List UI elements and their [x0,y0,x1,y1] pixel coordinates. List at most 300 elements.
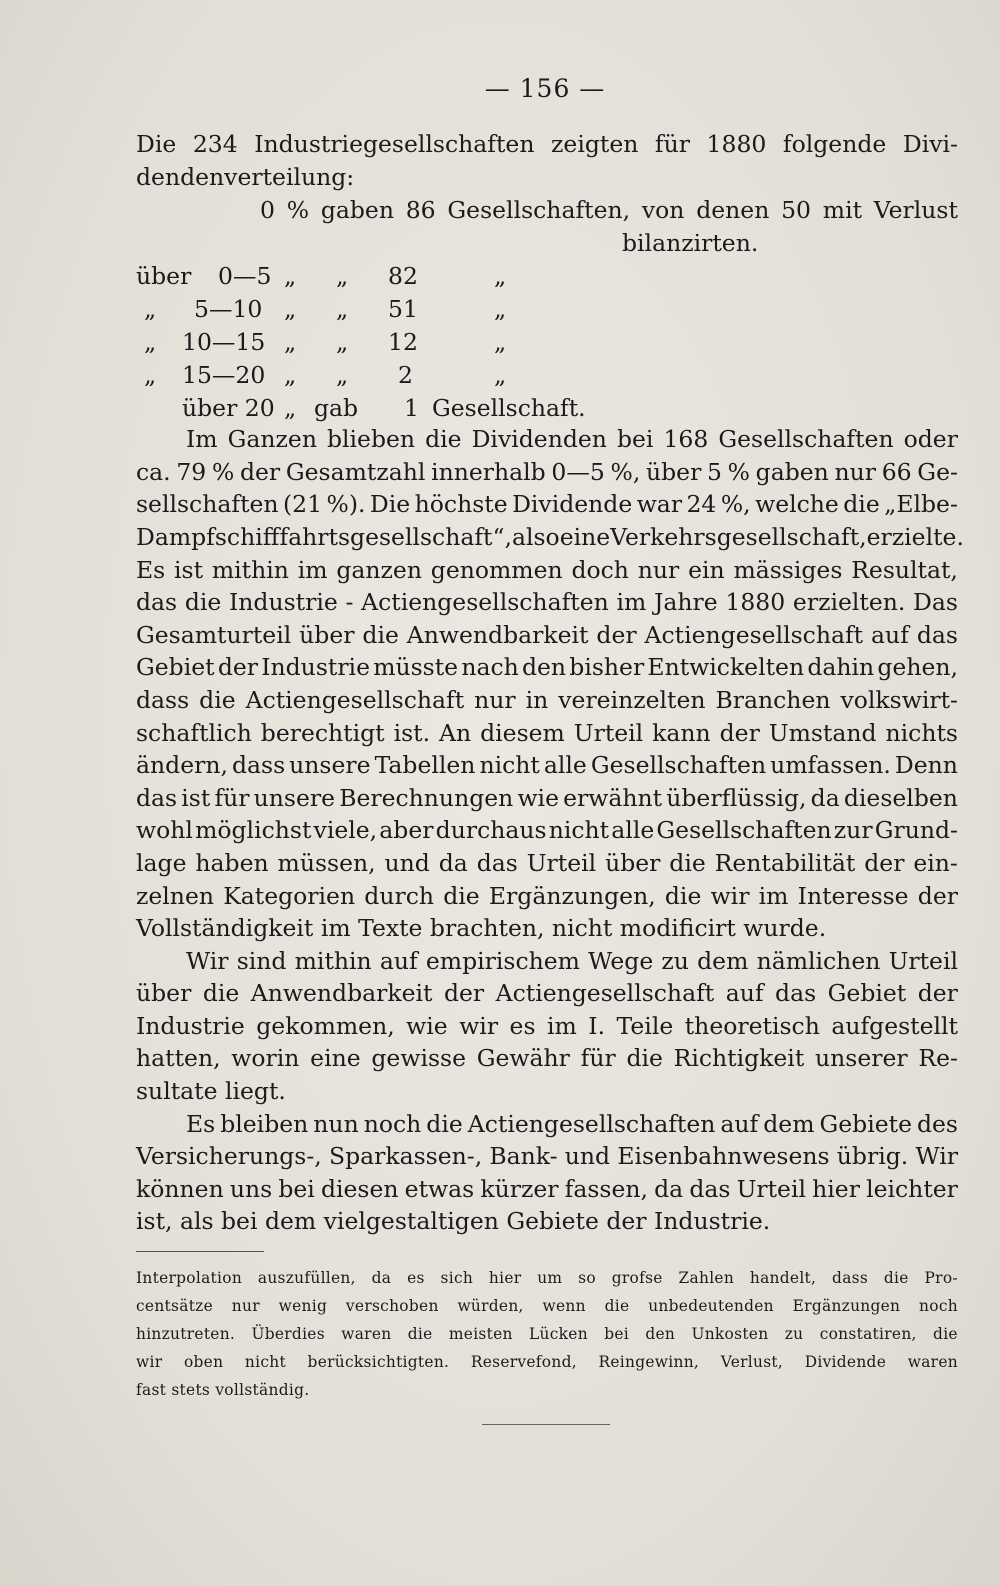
word: Rentabilität [714,848,856,877]
word: Es [186,1109,216,1138]
word: im [547,1011,577,1040]
text-line: dendenverteilung: [136,162,355,191]
word: Reservefond, [470,1353,577,1371]
word: mässiges [733,555,843,584]
word: Teile [616,1011,674,1040]
word: mit [822,196,863,225]
word: % [286,196,310,225]
word: dahin [807,653,875,682]
word: alle [543,751,587,780]
word: Lücken [529,1325,588,1343]
word: verschoben [345,1297,439,1315]
row-prefix: „ [144,361,157,390]
word: ist [181,783,211,812]
row-range: 10—15 [182,328,266,357]
word: Es [136,555,166,584]
word: diesen [320,1174,399,1203]
word: nicht [479,751,540,780]
word: berechtigt [260,718,385,747]
word: würden, [457,1297,524,1315]
word: uns [229,1174,273,1203]
word: 234 [192,130,238,158]
word: gekommen, [256,1011,395,1040]
text-line [136,880,958,913]
table-first-line [260,194,958,226]
word: unsere [253,783,336,812]
word: Gewähr [476,1044,570,1073]
word: erzielten. [792,588,906,617]
ditto-mark: „ [284,328,297,357]
word: lage [136,848,187,877]
word: zu [784,1325,804,1343]
word: der [239,457,281,486]
word: in [525,685,549,714]
word: 50 [781,196,812,225]
word: volkswirt- [840,685,958,714]
word: alle [611,816,655,845]
word: die [202,979,240,1008]
word: die [626,1044,663,1073]
row-count: 51 [388,295,418,324]
text-line [136,619,958,652]
word: umfassen. [770,751,891,780]
word: Urteil [573,718,644,747]
word: Anwendbarkeit [406,620,589,649]
word: dem [697,946,749,975]
word: 86 [405,196,436,225]
word: wir [459,1011,499,1040]
word: über [645,457,702,486]
word: welche [755,490,839,519]
word: unserer [815,1044,908,1073]
word: oben [183,1353,224,1371]
word: grofse [611,1269,663,1287]
word: aufgestellt [831,1011,958,1040]
word: Gesellschaften [590,751,767,780]
word: berücksichtigten. [307,1353,450,1371]
word: nun [313,1109,359,1138]
word: 1880 [706,130,767,158]
word: von [641,196,685,225]
word: da [654,1174,684,1203]
word: 24 [686,490,717,519]
word: die [443,881,480,910]
word: ein [688,555,725,584]
word: Wege [588,946,654,975]
word: das [136,588,178,617]
word: hatten, [136,1044,221,1073]
word: Dividende [804,1353,887,1371]
text-line [136,847,958,880]
word: möglichst [195,816,312,845]
word: (21 [283,490,323,519]
word: Grund- [874,816,958,845]
word: ca. [136,457,171,486]
word: die [664,881,702,910]
word: den [521,653,567,682]
word: hinzutreten. [136,1325,236,1343]
word: Resultat, [851,555,958,584]
word: Gesamtzahl [285,457,426,486]
row-count: 82 [388,262,418,291]
word: Überdies [251,1325,325,1343]
word: ein- [913,848,958,877]
word: bei [604,1325,630,1343]
word: das [136,783,178,812]
word: Divi- [902,130,958,158]
ditto-mark: „ [284,361,297,390]
word: können [136,1174,224,1203]
ditto-mark: „ [284,394,297,423]
word: Pro- [924,1269,958,1287]
word: Ganzen [227,425,317,454]
word: zelnen [136,881,214,910]
word: Gesamturteil [136,620,292,649]
word: Urteil [888,946,958,975]
word: Urteil [736,1174,806,1203]
word: 1880 [725,588,786,617]
word: Urteil [526,848,597,877]
word: wir [710,881,750,910]
word: Die [369,490,411,519]
word: sellschaften [136,490,279,519]
word: Richtigkeit [673,1044,805,1073]
word: %, [720,490,751,519]
word: im [758,881,789,910]
word: müsste [373,653,459,682]
word: bleiben [220,1109,309,1138]
word: die [883,1269,909,1287]
word: leichter [866,1174,958,1203]
row-count: 2 [398,361,413,390]
word: waren [907,1353,958,1371]
word: Tabellen [374,751,476,780]
word: nämlichen [756,946,881,975]
word: im [616,588,647,617]
word: theoretisch [684,1011,820,1040]
word: centsätze [136,1297,214,1315]
word: handelt, [749,1269,817,1287]
footnote-line [136,1320,958,1348]
paragraph [136,1108,958,1238]
word: mithin [211,555,289,584]
bottom-rule [482,1424,610,1425]
word: innerhalb [431,457,546,486]
text-line [136,977,958,1010]
word: die [426,1109,463,1138]
table-first-line-cont: bilanzirten. [622,229,759,258]
word: Actiengesellschaft [495,979,715,1008]
word: die [199,685,236,714]
word: die [843,490,880,519]
word: mithin [294,946,372,975]
word: über [605,848,661,877]
word: die [407,1325,433,1343]
word: Berechnungen [339,783,514,812]
word: empirischem [425,946,580,975]
word: Re- [918,1044,958,1073]
word: Jahre [653,588,718,617]
word: das [916,620,958,649]
word: im [297,555,328,584]
text-line [136,651,958,684]
word: höchste [414,490,508,519]
word: Industrie [261,653,370,682]
text-line: Vollständigkeit im Texte brachten, nicht modificirt wurde. [136,914,827,943]
ditto-mark: „ [284,262,297,291]
word: der [917,979,958,1008]
word: da [371,1269,392,1287]
word: auf [725,979,764,1008]
word: Actiengesellschaft [245,685,465,714]
text-line [136,1042,958,1075]
footnote-separator [136,1251,264,1252]
word: Actiengesellschaften [361,588,609,617]
text-line [136,814,958,847]
word: %). [326,490,366,519]
word: um [537,1269,563,1287]
word: Industrie [136,1011,245,1040]
word: noch [919,1297,958,1315]
word: Ge- [917,457,958,486]
text-line: sultate liegt. [136,1077,286,1106]
word: es [407,1269,425,1287]
word: waren [341,1325,392,1343]
word: Denn [894,751,958,780]
word: Verlust, [720,1353,784,1371]
word: eine [559,522,611,551]
word: das [689,1174,731,1203]
word: denen [696,196,770,225]
ditto-mark: „ [494,262,507,291]
word: Industriegesellschaften [254,130,535,158]
word: hier [488,1269,522,1287]
word: Die [136,130,177,158]
word: auszufüllen, [257,1269,356,1287]
word: Wir [186,946,229,975]
word: 5 [707,457,722,486]
word: der [719,718,760,747]
word: der [217,653,258,682]
row-prefix: über [136,262,192,291]
row-range: 5—10 [194,295,263,324]
word: nur [474,685,516,714]
word: gaben [320,196,394,225]
footnote-line: fast stets vollständig. [136,1381,310,1399]
word: also [511,522,560,551]
word: durchaus [435,816,547,845]
word: wohl [136,816,193,845]
word: die [425,425,462,454]
word: der [596,620,637,649]
word: für [214,783,250,812]
word: 0—5 [551,457,605,486]
word: für [580,1044,616,1073]
word: gehen, [877,653,958,682]
word: ganzen [336,555,422,584]
word: Eisenbahnwesens [617,1142,830,1171]
word: dass [832,1269,869,1287]
word: nach [461,653,519,682]
word: kann [652,718,711,747]
word: etwas [404,1174,475,1203]
row-range: 15—20 [182,361,266,390]
text-line [136,423,958,456]
word: nur [834,457,877,486]
word: viele, [313,816,378,845]
word: sich [440,1269,474,1287]
page-number: — 156 — [484,74,606,103]
word: der [864,848,905,877]
word: dieselben [843,783,958,812]
word: Industrie [229,588,338,617]
word: Ergänzungen, [488,881,656,910]
word: 79 [176,457,207,486]
word: die [669,848,706,877]
word: die [184,588,222,617]
footnote-line [136,1264,958,1292]
ditto-mark: „ [494,295,507,324]
word: überflüssig, [666,783,807,812]
word: da [810,783,840,812]
word: Verlust [873,196,958,225]
word: Actiengesellschaften [467,1109,716,1138]
word: über [136,979,192,1008]
word: nicht [244,1353,286,1371]
word: Unkosten [691,1325,769,1343]
word: war [636,490,683,519]
word: das [476,848,518,877]
text-line [136,521,964,554]
word: ist. [393,718,431,747]
text-line [136,749,958,782]
ditto-mark: „ [284,295,297,324]
word: da [438,848,468,877]
row-range: über 20 [182,394,275,423]
word: schaftlich [136,718,252,747]
ditto-mark: „ [336,328,349,357]
word: %, [610,457,641,486]
text-line [136,782,958,815]
word: des [916,1109,958,1138]
word: nur [231,1297,260,1315]
word: constatiren, [819,1325,917,1343]
word: genommen [430,555,563,584]
word: wie [517,783,559,812]
word: oder [903,425,958,454]
word: Dividende [512,490,633,519]
ditto-mark: „ [336,295,349,324]
ditto-mark: „ [336,361,349,390]
word: den [645,1325,676,1343]
word: übrig. [836,1142,909,1171]
word: hier [812,1174,860,1203]
word: die [933,1325,958,1343]
word: Ergänzungen [792,1297,901,1315]
word: Branchen [715,685,831,714]
word: Gebiet [136,653,215,682]
word: müssen, [277,848,376,877]
word: auf [720,1109,759,1138]
word: nur [637,555,680,584]
word: erzielte. [866,522,964,551]
footnote [136,1264,958,1404]
ditto-mark: „ [336,262,349,291]
row-verb: gab [314,394,359,423]
text-line [136,488,958,521]
word: Gesellschaften [656,816,832,845]
row-count: 12 [388,328,418,357]
word: wie [406,1011,448,1040]
footnote-line [136,1292,958,1320]
word: blieben [326,425,416,454]
word: nicht [548,816,610,845]
ditto-mark: „ [494,361,507,390]
text-line [136,456,958,489]
word: zur [833,816,873,845]
word: Zahlen [678,1269,735,1287]
text-line [136,1108,958,1141]
word: wenn [542,1297,586,1315]
word: dem [763,1109,815,1138]
word: der [443,979,485,1008]
word: auf [379,946,418,975]
word: Reingewinn, [598,1353,700,1371]
text-line [136,128,958,161]
word: Umstand [768,718,877,747]
word: 168 [663,425,709,454]
word: bisher [569,653,645,682]
row-prefix: „ [144,295,157,324]
ditto-mark: „ [494,328,507,357]
body-text [136,128,964,1238]
word: Actiengesellschaft [644,620,864,649]
word: An [439,718,472,747]
word: bei [278,1174,315,1203]
word: Sparkassen-, [328,1142,483,1171]
word: Wir [915,1142,958,1171]
text-line [136,554,958,587]
text-line: ist, als bei dem vielgestaltigen Gebiete der Industrie. [136,1207,771,1236]
word: über [299,620,355,649]
word: meisten [448,1325,513,1343]
word: 66 [881,457,912,486]
dividend-table [136,193,958,423]
word: gewisse [371,1044,466,1073]
text-line [136,684,958,717]
word: Gebiete [819,1109,912,1138]
word: unsere [289,751,371,780]
word: wir [136,1353,163,1371]
word: erwähnt [563,783,663,812]
word: und [564,1142,611,1171]
word: nichts [885,718,958,747]
word: Dampfschifffahrtsgesellschaft“, [136,522,512,551]
word: der [917,881,958,910]
text-line [136,1173,958,1206]
word: I. [588,1011,606,1040]
word: gaben [755,457,829,486]
row-count: 1 [404,394,419,423]
word: Interesse [797,881,909,910]
word: es [509,1011,536,1040]
word: vereinzelten [558,685,706,714]
word: Versicherungs-, [136,1142,322,1171]
word: unbedeutenden [648,1297,774,1315]
word: noch [363,1109,422,1138]
word: für [654,130,690,158]
word: das [775,979,817,1008]
